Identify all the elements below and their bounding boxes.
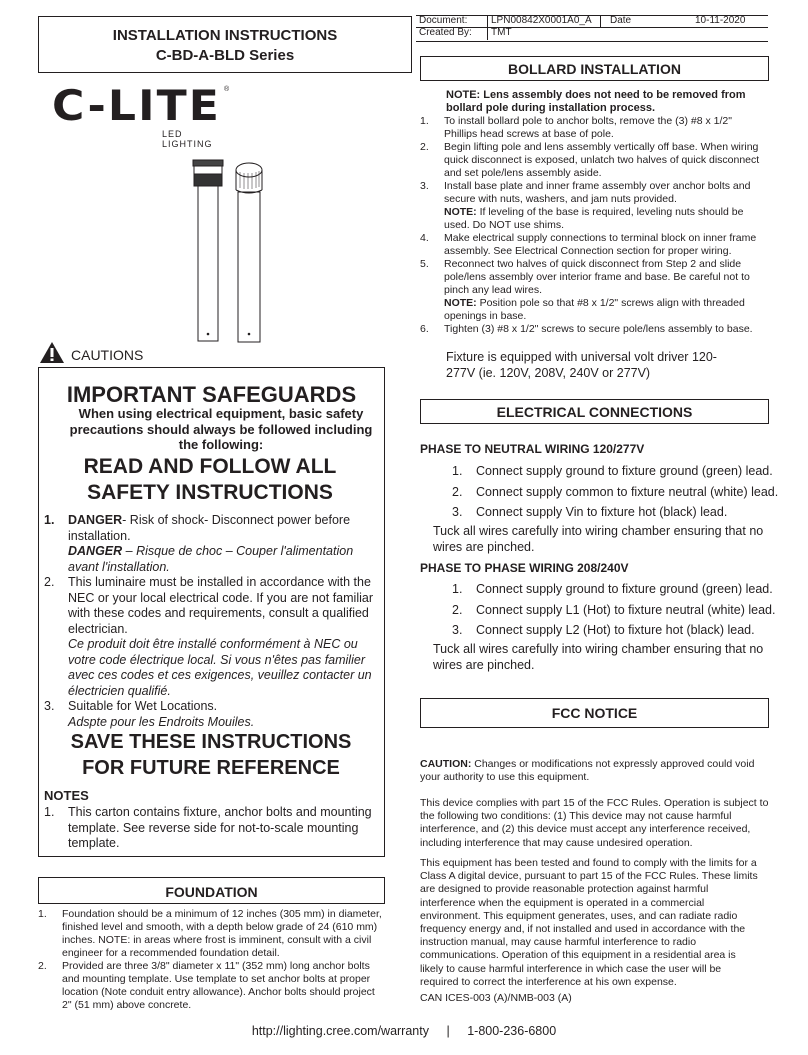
footer-separator: | xyxy=(446,1024,450,1038)
electrical-title: ELECTRICAL CONNECTIONS xyxy=(496,404,693,420)
bollard-illustration xyxy=(185,156,265,346)
phase2-item-1: 1. Connect supply ground to fixture ground (green) lead. xyxy=(452,582,773,596)
bollard-step-6: 6. Tighten (3) #8 x 1/2" screws to secure pole/lens assembly to base. xyxy=(420,323,753,335)
driver-note: Fixture is equipped with universal volt driver 120-277V (ie. 120V, 208V, 240V or 277V) xyxy=(446,350,717,380)
bollard-step-4: 4. Make electrical supply connections to terminal block on inner frame assembly. See Electrical Connection section for proper wiring. xyxy=(420,232,757,257)
fcc-para-2: This equipment has been tested and found to comply with the limits for a Class A digital device, pursuant to part 15 of the FCC Rules. These limits are designed to provide reasonable protection against harmful interference when the equipment is operated in a commercial environment. This equipment generates, uses, and can radiate radio frequency energy and, if not installed and used in accordance with the instruction manual, may cause harmful interference to radio communications. Operation of this equipment in a residential area is likely to cause harmful interference in which case the user will be required to correct the interference at his own expense. xyxy=(420,857,758,988)
foundation-list xyxy=(38,908,386,1012)
phase2-list xyxy=(452,579,782,641)
fcc-caution: CAUTION: Changes or modifications not expressly approved could void your authority to use this equipment. xyxy=(420,758,755,783)
date-value: 10-11-2020 xyxy=(695,15,746,26)
foundation-item-2: 2. Provided are three 3/8" diameter x 11" (352 mm) long anchor bolts and mounting template. Use template to set anchor bolts at proper location (Note conduit entry allowance). Anchor bolts should project 2" (51 mm) above concrete. xyxy=(38,960,375,1011)
title-box xyxy=(38,16,412,73)
brand-reg-mark: ® xyxy=(224,86,230,93)
brand-logo xyxy=(52,81,232,149)
foundation-title: FOUNDATION xyxy=(165,884,258,900)
phone-number: 1-800-236-6800 xyxy=(467,1024,557,1038)
footer xyxy=(0,1024,808,1038)
created-label: Created By: xyxy=(419,27,472,38)
tuck-note-2: Tuck all wires carefully into wiring chamber ensuring that no wires are pinched. xyxy=(433,642,764,672)
foundation-item-1: 1. Foundation should be a minimum of 12 inches (305 mm) in diameter, finished level and smooth, with a depth below grade of 24 (610 mm) inches. NOTE: in areas where frost is imminent, consult with a civil engineer for a recommended foundation detail. xyxy=(38,908,382,959)
fcc-para-3: CAN ICES-003 (A)/NMB-003 (A) xyxy=(420,992,572,1004)
safety-list xyxy=(44,513,376,730)
phase1-item-3: 3. Connect supply Vin to fixture hot (black) lead. xyxy=(452,505,728,519)
cautions-label: CAUTIONS xyxy=(71,347,144,363)
safety-item-2: 2. This luminaire must be installed in accordance with the NEC or your local electrical code. If you are not familiar with these codes and requirements, consult a qualified electrician. Ce produit doit être installé conformément à NEC ou votre code électrique local. Si vous n'êtes pas familier avec ces codes et ces exigences, veuillez contacter un électricien qualifié. xyxy=(44,575,373,698)
phase2-item-2: 2. Connect supply L1 (Hot) to fixture neutral (white) lead. xyxy=(452,602,776,617)
bollard-note: NOTE: Lens assembly does not need to be removed from bollard pole during installation process. xyxy=(446,89,746,114)
brand-subtitle: LED LIGHTING xyxy=(162,129,213,149)
doc-label: Document: xyxy=(419,15,468,26)
note-item: 1. This carton contains fixture, anchor bolts and mounting template. See reverse side for not-to-scale mounting template. xyxy=(44,805,372,850)
phase1-item-2: 2. Connect supply common to fixture neutral (white) lead. xyxy=(452,484,779,499)
tuck-note-1: Tuck all wires carefully into wiring chamber ensuring that no wires are pinched. xyxy=(433,524,764,554)
warranty-link[interactable]: http://lighting.cree.com/warranty xyxy=(251,1024,429,1038)
notes-title: NOTES xyxy=(44,788,89,803)
safety-item-1: 1. DANGER- Risk of shock- Disconnect power before installation. DANGER – Risque de choc – Couper l'alimentation avant l'installation. xyxy=(44,513,354,574)
phase1-title: PHASE TO NEUTRAL WIRING 120/277V xyxy=(420,442,645,456)
bollard-step-1: 1. To install bollard pole to anchor bolts, remove the (3) #8 x 1/2" Phillips head screws at base of pole. xyxy=(420,115,732,140)
phase2-title: PHASE TO PHASE WIRING 208/240V xyxy=(420,561,629,575)
bollard-title: BOLLARD INSTALLATION xyxy=(508,61,681,77)
bollard-step-5: 5. Reconnect two halves of quick disconnect from Step 2 and slide pole/lens assembly over interior frame and base. Be careful not to pinch any lead wires. NOTE: Position pole so that #8 x 1/2" screws align with threaded openings in base. xyxy=(420,258,750,322)
brand-wordmark: C-LITE xyxy=(52,81,222,130)
phase1-item-1: 1. Connect supply ground to fixture ground (green) lead. xyxy=(452,464,773,478)
phase2-item-3: 3. Connect supply L2 (Hot) to fixture hot (black) lead. xyxy=(452,623,755,637)
date-label: Date xyxy=(610,15,632,26)
phase1-list xyxy=(452,461,782,523)
notes-list xyxy=(44,805,376,852)
save-instructions-heading: SAVE THESE INSTRUCTIONS FOR FUTURE REFERENCE xyxy=(70,731,352,779)
fcc-title: FCC NOTICE xyxy=(551,705,638,721)
safeguards-intro: When using electrical equipment, basic safety precautions should always be followed including the following: xyxy=(69,406,373,452)
doc-value: LPN00842X0001A0_A xyxy=(491,15,592,26)
bollard-step-2: 2. Begin lifting pole and lens assembly vertically off base. When wiring quick disconnect is exposed, unlatch two halves of quick disconnect and set pole/lens assembly aside. xyxy=(420,141,760,179)
safety-item-3: 3. Suitable for Wet Locations. Adspte pour les Endroits Mouiles. xyxy=(44,699,255,729)
created-value: TMT xyxy=(491,27,512,38)
bollard-list xyxy=(420,115,768,336)
read-follow-heading: READ AND FOLLOW ALL SAFETY INSTRUCTIONS xyxy=(83,455,337,504)
safeguards-title: IMPORTANT SAFEGUARDS xyxy=(66,382,357,407)
doc-title: INSTALLATION INSTRUCTIONS xyxy=(112,27,338,44)
series-title: C-BD-A-BLD Series xyxy=(155,47,295,64)
fcc-para-1: This device complies with part 15 of the FCC Rules. Operation is subject to the following two conditions: (1) This device may not cause harmful interference, and (2) this device must accept any interference received, including interference that may cause undesired operation. xyxy=(420,797,769,849)
warning-icon xyxy=(39,341,65,364)
bollard-step-3: 3. Install base plate and inner frame assembly over anchor bolts and secure with nuts, washers, and jam nuts provided. NOTE: If leveling of the base is required, leveling nuts should be used. Do NOT use shims. xyxy=(420,180,751,231)
